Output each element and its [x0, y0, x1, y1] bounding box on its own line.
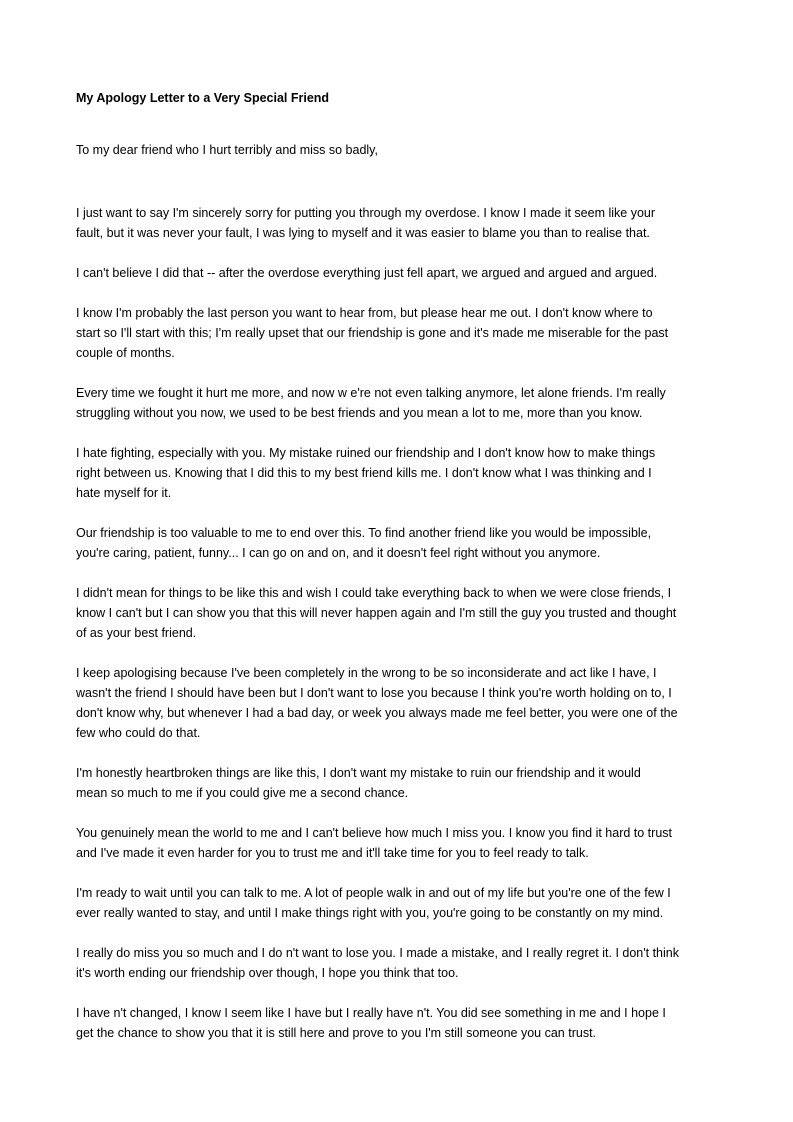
paragraph-line: don't know why, but whenever I had a bad day, or week you always made me feel better, you were one of the — [76, 706, 678, 720]
letter-paragraph — [76, 203, 716, 243]
salutation: To my dear friend who I hurt terribly and miss so badly, — [76, 143, 378, 157]
letter-body — [76, 203, 716, 1063]
paragraph-line: I keep apologising because I've been completely in the wrong to be so inconsiderate and act like I have, I — [76, 666, 657, 680]
paragraph-line: You genuinely mean the world to me and I can't believe how much I miss you. I know you find it hard to trust — [76, 826, 672, 840]
paragraph-line: Our friendship is too valuable to me to end over this. To find another friend like you would be impossible, — [76, 526, 652, 540]
paragraph-line: I can't believe I did that -- after the overdose everything just fell apart, we argued and argued and argued. — [76, 266, 658, 280]
letter-paragraph — [76, 443, 716, 503]
paragraph-line: fault, but it was never your fault, I was lying to myself and it was easier to blame you than to realise that. — [76, 226, 650, 240]
paragraph-line: of as your best friend. — [76, 626, 197, 640]
paragraph-line: struggling without you now, we used to be best friends and you mean a lot to me, more than you know. — [76, 406, 643, 420]
paragraph-line: I didn't mean for things to be like this and wish I could take everything back to when we were close friends, I — [76, 586, 672, 600]
letter-paragraph — [76, 883, 716, 923]
paragraph-line: couple of months. — [76, 346, 175, 360]
letter-paragraph — [76, 523, 716, 563]
paragraph-line: right between us. Knowing that I did this to my best friend kills me. I don't know what I was thinking and I — [76, 466, 652, 480]
paragraph-line: get the chance to show you that it is still here and prove to you I'm still someone you can trust. — [76, 1026, 597, 1040]
letter-paragraph — [76, 823, 716, 863]
paragraph-line: you're caring, patient, funny... I can go on and on, and it doesn't feel right without you anymore. — [76, 546, 601, 560]
letter-paragraph — [76, 263, 716, 283]
paragraph-line: and I've made it even harder for you to trust me and it'll take time for you to feel ready to talk. — [76, 846, 589, 860]
paragraph-line: I'm honestly heartbroken things are like this, I don't want my mistake to ruin our friendship and it would — [76, 766, 641, 780]
paragraph-line: I really do miss you so much and I do n't want to lose you. I made a mistake, and I really regret it. I don't think — [76, 946, 679, 960]
letter-paragraph — [76, 583, 716, 643]
paragraph-line: wasn't the friend I should have been but I don't want to lose you because I think you're worth holding on to, I — [76, 686, 672, 700]
paragraph-line: Every time we fought it hurt me more, and now w e're not even talking anymore, let alone friends. I'm really — [76, 386, 666, 400]
paragraph-line: it's worth ending our friendship over though, I hope you think that too. — [76, 966, 459, 980]
paragraph-line: I hate fighting, especially with you. My mistake ruined our friendship and I don't know how to make things — [76, 446, 656, 460]
letter-paragraph — [76, 763, 716, 803]
letter-paragraph — [76, 663, 716, 743]
letter-paragraph — [76, 943, 716, 983]
paragraph-line: know I can't but I can show you that this will never happen again and I'm still the guy you trusted and thought — [76, 606, 677, 620]
document-title: My Apology Letter to a Very Special Friend — [76, 91, 330, 105]
paragraph-line: I know I'm probably the last person you want to hear from, but please hear me out. I don't know where to — [76, 306, 653, 320]
paragraph-line: ever really wanted to stay, and until I make things right with you, you're going to be constantly on my mind. — [76, 906, 664, 920]
paragraph-line: mean so much to me if you could give me a second chance. — [76, 786, 409, 800]
paragraph-line: I have n't changed, I know I seem like I have but I really have n't. You did see something in me and I hope I — [76, 1006, 666, 1020]
paragraph-line: hate myself for it. — [76, 486, 172, 500]
paragraph-line: I just want to say I'm sincerely sorry for putting you through my overdose. I know I made it seem like your — [76, 206, 656, 220]
paragraph-line: I'm ready to wait until you can talk to me. A lot of people walk in and out of my life but you're one of the few I — [76, 886, 671, 900]
paragraph-line: start so I'll start with this; I'm really upset that our friendship is gone and it's made me miserable for the past — [76, 326, 669, 340]
letter-paragraph — [76, 1003, 716, 1043]
letter-paragraph — [76, 303, 716, 363]
letter-paragraph — [76, 383, 716, 423]
paragraph-line: few who could do that. — [76, 726, 201, 740]
